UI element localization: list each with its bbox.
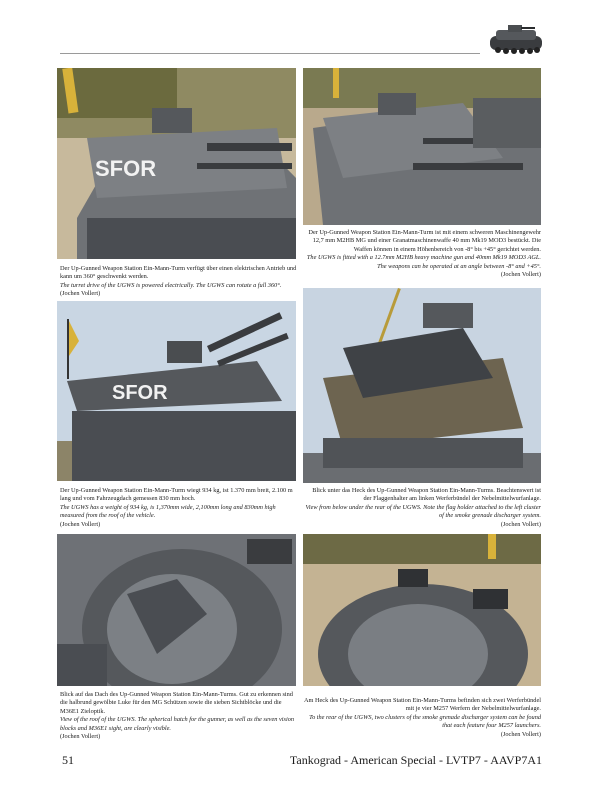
caption-photo-1 (60, 265, 298, 299)
caption-german: Blick unter das Heck des Up-Gunned Weapon Station Ein-Mann-Turms. Beachtenswert ist der Flaggenhalter am linken Werferbündel der Nebelmittelwurfanlage. (312, 487, 541, 503)
photo-turret-rear-dischargers (303, 534, 541, 686)
caption-english: The UGWS has a weight of 934 kg, is 1,370mm wide, 2,100mm long and 830mm high measured from the roof of the vehicle. (60, 503, 276, 520)
series-title: Tankograd - American Special - LVTP7 - AAVP7A1 (289, 753, 542, 767)
page-number: 51 (62, 753, 74, 767)
photo-turret-right-front (303, 68, 541, 225)
caption-german: Der Up-Gunned Weapon Station Ein-Mann-Turm ist mit einem schweren Maschinengewehr 12,7 mm M2HB MG und einer Granatmaschinenwaffe 40 mm Mk19 MOD3 bestückt. Die Waffen können in einem Höhenbereich von -8° bis +45° gerichtet werden. (308, 229, 541, 253)
caption-english: The UGWS is fitted with a 12.7mm M2HB heavy machine gun and 40mm Mk19 MOD3 AGL. The weapons can be operated at an angle between -8° and +45°. (306, 254, 541, 270)
header-rule (60, 53, 480, 54)
vehicle-logo-icon (488, 22, 546, 56)
photo-turret-rear-below (303, 288, 541, 483)
caption-english: View from below under the rear of the UGWS. Note the flag holder attached to the left cluster of the smoke grenade discharger system. (305, 503, 541, 520)
photo-turret-left-front (57, 68, 296, 259)
caption-photo-2 (303, 229, 541, 279)
caption-photo-3 (60, 487, 298, 529)
turret-marking: SFOR (95, 156, 157, 181)
caption-credit: (Jochen Vollert) (500, 520, 541, 528)
caption-photo-4 (303, 487, 541, 529)
caption-credit: (Jochen Vollert) (60, 733, 101, 741)
photo-turret-roof (57, 534, 296, 686)
caption-english: View of the roof of the UGWS. The spherical hatch for the gunner, as well as the seven vision blocks and M36E1 sight, are clearly visible. (60, 716, 295, 732)
photo-turret-side-sky (57, 301, 296, 481)
caption-german: Der Up-Gunned Weapon Station Ein-Mann-Turm wiegt 934 kg, ist 1.370 mm breit, 2.100 m lang und vom Fahrzeugdach gemessen 830 mm hoch. (60, 487, 293, 503)
caption-german: Am Heck des Up-Gunned Weapon Station Ein-Mann-Turms befinden sich zwei Werferbündel mit je vier M257 Werfern der Nebelmittelwurfanlage. (303, 697, 541, 713)
caption-credit: (Jochen Vollert) (60, 290, 101, 298)
caption-credit: (Jochen Vollert) (500, 730, 541, 738)
caption-english: The turret drive of the UGWS is powered electrically. The UGWS can rotate a full 360°. (60, 281, 282, 289)
turret-marking: SFOR (112, 382, 168, 404)
caption-german: Der Up-Gunned Weapon Station Ein-Mann-Turm verfügt über einen elektrischen Antrieb und kann um 360° geschwenkt werden. (60, 265, 297, 281)
caption-photo-5 (60, 691, 298, 741)
caption-photo-6 (303, 697, 541, 739)
caption-german: Blick auf das Dach des Up-Gunned Weapon Station Ein-Mann-Turms. Gut zu erkennen sind die halbrund gewölbte Luke für den MG Schützen sowie die sieben Sichtblöcke und die M36E1 Zieloptik. (60, 691, 293, 715)
caption-english: To the rear of the UGWS, two clusters of the smoke grenade discharger system can be found that each feature four M257 launchers. (309, 713, 541, 730)
caption-credit: (Jochen Vollert) (500, 271, 541, 279)
caption-credit: (Jochen Vollert) (60, 520, 101, 528)
